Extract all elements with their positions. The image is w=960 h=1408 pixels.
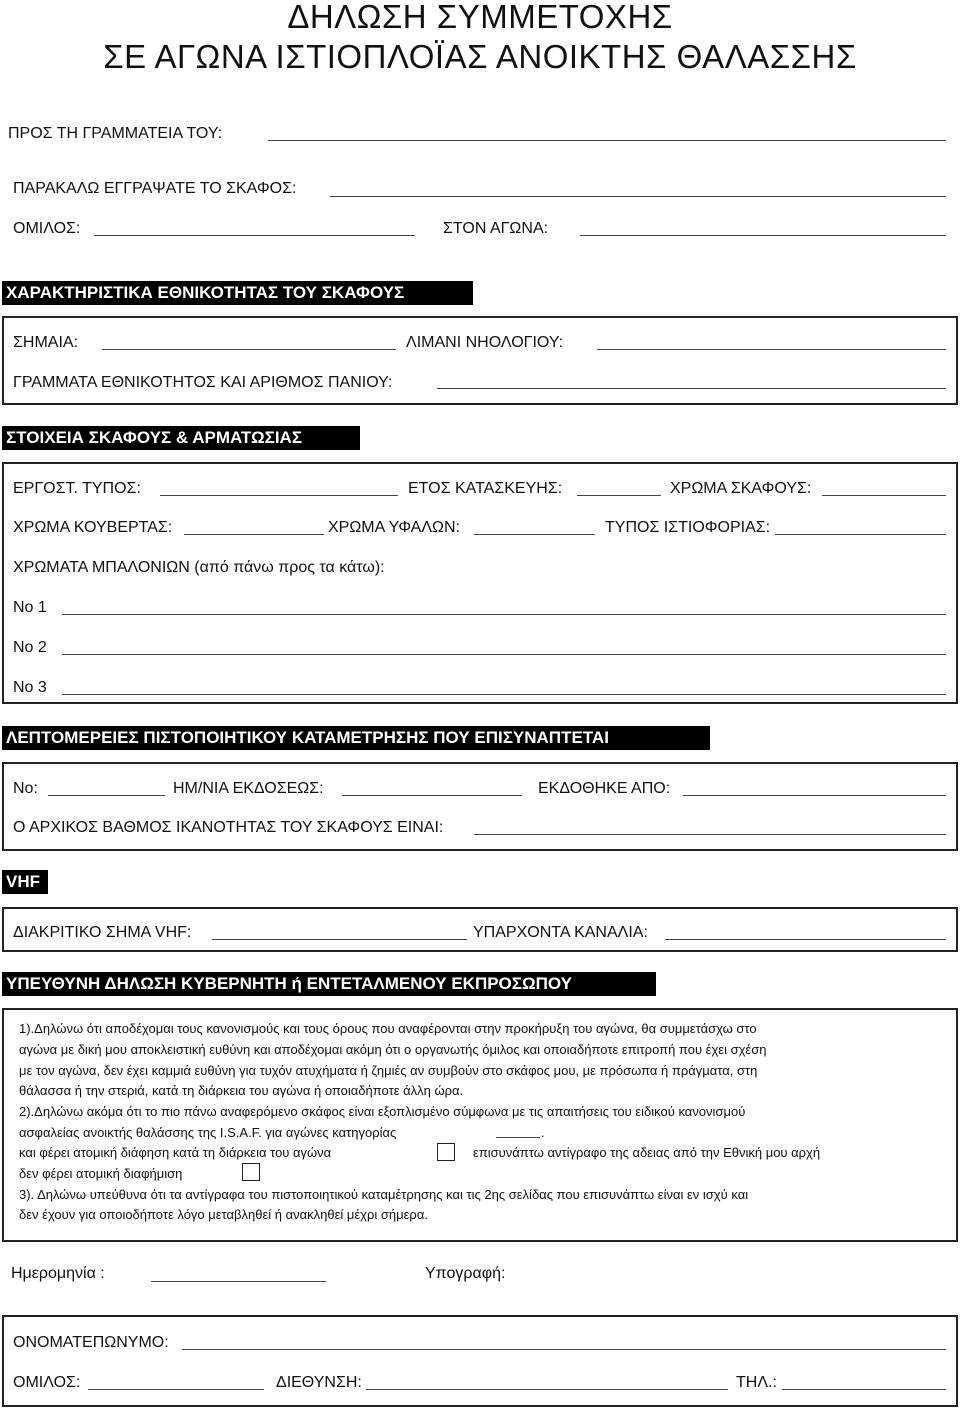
contact-club-field[interactable] — [88, 1389, 264, 1390]
deck-color-label: ΧΡΩΜΑ ΚΟΥΒΕΡΤΑΣ: — [13, 519, 173, 536]
hull-color-label: ΧΡΩΜΑ ΣΚΑΦΟΥΣ: — [670, 480, 812, 497]
builder-type-label: ΕΡΓΟΣΤ. ΤΥΠΟΣ: — [13, 480, 141, 497]
spinnaker-no2-field[interactable] — [62, 654, 946, 655]
date-label: Ημερομηνία : — [11, 1265, 105, 1282]
issue-date-field[interactable] — [342, 795, 522, 796]
declaration-line-4: θάλασσα ή την στεριά, κατά τη διάρκεια του αγώνα ή οποιαδήποτε άλλη ώρα. — [19, 1083, 464, 1098]
port-field[interactable] — [597, 349, 946, 350]
declaration-line-2: αγώνα με δική μου αποκλειστική ευθύνη και αποδέχομαι ακόμη ότι ο οργανωτής όμιλος και οποιαδήποτε επιτροπή που έχει σχέση — [19, 1042, 767, 1057]
form-title-line2: ΣΕ ΑΓΩΝΑ ΙΣΤΙΟΠΛΟΪΑΣ ΑΝΟΙΚΤΗΣ ΘΑΛΑΣΣΗΣ — [103, 38, 857, 75]
to-secretariat-label: ΠΡΟΣ ΤΗ ΓΡΑΜΜΑΤΕΙΑ ΤΟΥ: — [8, 125, 223, 142]
builder-type-field[interactable] — [160, 495, 398, 496]
race-label: ΣΤΟΝ ΑΓΩΝΑ: — [443, 220, 549, 237]
declaration-line-8: δεν φέρει ατομική διαφήμιση — [19, 1166, 183, 1181]
declaration-line-6: ασφαλείας ανοικτής θαλάσσης της I.S.A.F. για αγώνες κατηγορίας — [19, 1125, 397, 1140]
boat-section-heading: ΣΤΟΙΧΕΙΑ ΣΚΑΦΟΥΣ & ΑΡΜΑΤΩΣΙΑΣ — [2, 426, 360, 450]
full-name-field[interactable] — [182, 1349, 946, 1350]
declaration-line-6-end: . — [541, 1125, 545, 1140]
issued-by-label: ΕΚΔΟΘΗΚΕ ΑΠΟ: — [538, 780, 671, 797]
vhf-callsign-label: ΔΙΑΚΡΙΤΙΚΟ ΣΗΜΑ VHF: — [13, 924, 192, 941]
rig-type-field[interactable] — [775, 534, 946, 535]
spinnaker-no2-label: Νο 2 — [13, 639, 47, 656]
vhf-channels-label: ΥΠΑΡΧΟΝΤΑ ΚΑΝΑΛΙΑ: — [473, 924, 648, 941]
sail-letters-field[interactable] — [437, 388, 946, 389]
cert-number-label: Νο: — [13, 780, 38, 797]
register-boat-label: ΠΑΡΑΚΑΛΩ ΕΓΓΡΑΨΑΤΕ ΤΟ ΣΚΑΦΟΣ: — [13, 180, 297, 197]
issue-date-label: ΗΜ/ΝΙΑ ΕΚΔΟΣΕΩΣ: — [173, 780, 324, 797]
flag-label: ΣΗΜΑΙΑ: — [13, 334, 79, 351]
form-title-line1: ΔΗΛΩΣΗ ΣΥΜΜΕΤΟΧΗΣ — [287, 0, 673, 35]
phone-field[interactable] — [782, 1389, 946, 1390]
issued-by-field[interactable] — [683, 795, 946, 796]
vhf-section-heading: VHF — [2, 870, 48, 894]
signature-label: Υπογραφή: — [425, 1265, 506, 1282]
certificate-section-heading: ΛΕΠΤΟΜΕΡΕΙΕΣ ΠΙΣΤΟΠΟΙΗΤΙΚΟΥ ΚΑΤΑΜΕΤΡΗΣΗΣ ΠΟΥ ΕΠΙΣΥΝΑΠΤΕΤΑΙ — [2, 726, 710, 750]
race-field[interactable] — [580, 235, 946, 236]
bottom-color-label: ΧΡΩΜΑ ΥΦΑΛΩΝ: — [328, 519, 460, 536]
nationality-section-heading: ΧΑΡΑΚΤΗΡΙΣΤΙΚΑ ΕΘΝΙΚΟΤΗΤΑΣ ΤΟΥ ΣΚΑΦΟΥΣ — [2, 281, 473, 305]
advertising-yes-checkbox[interactable] — [437, 1143, 455, 1161]
declaration-section-heading: ΥΠΕΥΘΥΝΗ ΔΗΛΩΣΗ ΚΥΒΕΡΝΗΤΗ ή ΕΝΤΕΤΑΛΜΕΝΟΥ ΕΚΠΡΟΣΩΠΟΥ — [2, 972, 656, 996]
declaration-line-7: και φέρει ατομική διάφηση κατά τη διάρκεια του αγώνα — [19, 1145, 332, 1160]
declaration-line-10: δεν έχουν για οποιοδήποτε λόγο μεταβληθεί ή ανακληθεί μέχρι σήμερα. — [19, 1207, 428, 1222]
year-label: ΕΤΟΣ ΚΑΤΑΣΚΕΥΗΣ: — [408, 480, 563, 497]
bottom-color-field[interactable] — [474, 534, 595, 535]
spinnaker-colors-label: ΧΡΩΜΑΤΑ ΜΠΑΛΟΝΙΩΝ (από πάνω προς τα κάτω): — [13, 559, 385, 576]
rating-label: Ο ΑΡΧΙΚΟΣ ΒΑΘΜΟΣ ΙΚΑΝΟΤΗΤΑΣ ΤΟΥ ΣΚΑΦΟΥΣ ΕΙΝΑΙ: — [13, 819, 444, 836]
flag-field[interactable] — [102, 349, 396, 350]
rating-field[interactable] — [474, 834, 946, 835]
spinnaker-no1-field[interactable] — [62, 614, 946, 615]
spinnaker-no3-field[interactable] — [62, 694, 946, 695]
address-field[interactable] — [366, 1389, 728, 1390]
full-name-label: ΟΝΟΜΑΤΕΠΩΝΥΜΟ: — [13, 1334, 169, 1351]
advertising-no-checkbox[interactable] — [242, 1163, 260, 1181]
declaration-line-9: 3). Δηλώνω υπεύθυνα ότι τα αντίγραφα του πιστοποιητικού καταμέτρησης και τις 2ης σελίδας που επισυνάπτω είναι εν ισχύ και — [19, 1187, 749, 1202]
spinnaker-no3-label: Νο 3 — [13, 679, 47, 696]
address-label: ΔΙΕΘΥΝΣΗ: — [276, 1374, 362, 1391]
vhf-callsign-field[interactable] — [212, 939, 467, 940]
date-field[interactable] — [151, 1281, 326, 1282]
declaration-line-5: 2).Δηλώνω ακόμα ότι το πιο πάνω αναφερόμενο σκάφος είναι εξοπλισμένο σύμφωνα με τις απαιτήσεις του ειδικού κανονισμού — [19, 1104, 746, 1119]
sail-letters-label: ΓΡΑΜΜΑΤΑ ΕΘΝΙΚΟΤΗΤΟΣ ΚΑΙ ΑΡΙΘΜΟΣ ΠΑΝΙΟΥ: — [13, 374, 393, 391]
phone-label: ΤΗΛ.: — [736, 1374, 777, 1391]
rig-type-label: ΤΥΠΟΣ ΙΣΤΙΟΦΟΡΙΑΣ: — [605, 519, 771, 536]
year-field[interactable] — [577, 495, 661, 496]
port-label: ΛΙΜΑΝΙ ΝΗΟΛΟΓΙΟΥ: — [406, 334, 564, 351]
deck-color-field[interactable] — [184, 534, 324, 535]
declaration-line-7-right: επισυνάπτω αντίγραφο της αδειας από την Εθνική μου αρχή — [473, 1145, 821, 1160]
club-field[interactable] — [94, 235, 415, 236]
boat-name-field[interactable] — [330, 196, 946, 197]
cert-number-field[interactable] — [48, 795, 165, 796]
declaration-line-1: 1).Δηλώνω ότι αποδέχομαι τους κανονισμούς και τους όρους που αναφέρονται στην προκήρυξη του αγώνα, θα συμμετάσχω στο — [19, 1021, 757, 1036]
to-secretariat-field[interactable] — [268, 140, 946, 141]
vhf-channels-field[interactable] — [665, 939, 946, 940]
contact-club-label: ΟΜΙΛΟΣ: — [13, 1374, 81, 1391]
declaration-line-3: με τον αγώνα, δεν έχει καμμιά ευθύνη για τυχόν ατυχήματα ή ζημιές αν συμβούν στο σκάφος μου, με πρόσωπα ή πράγματα, στη — [19, 1063, 758, 1078]
spinnaker-no1-label: Νο 1 — [13, 599, 47, 616]
club-label: ΟΜΙΛΟΣ: — [13, 220, 81, 237]
contact-box — [2, 1315, 958, 1407]
race-category-field[interactable] — [496, 1137, 540, 1138]
hull-color-field[interactable] — [822, 495, 946, 496]
